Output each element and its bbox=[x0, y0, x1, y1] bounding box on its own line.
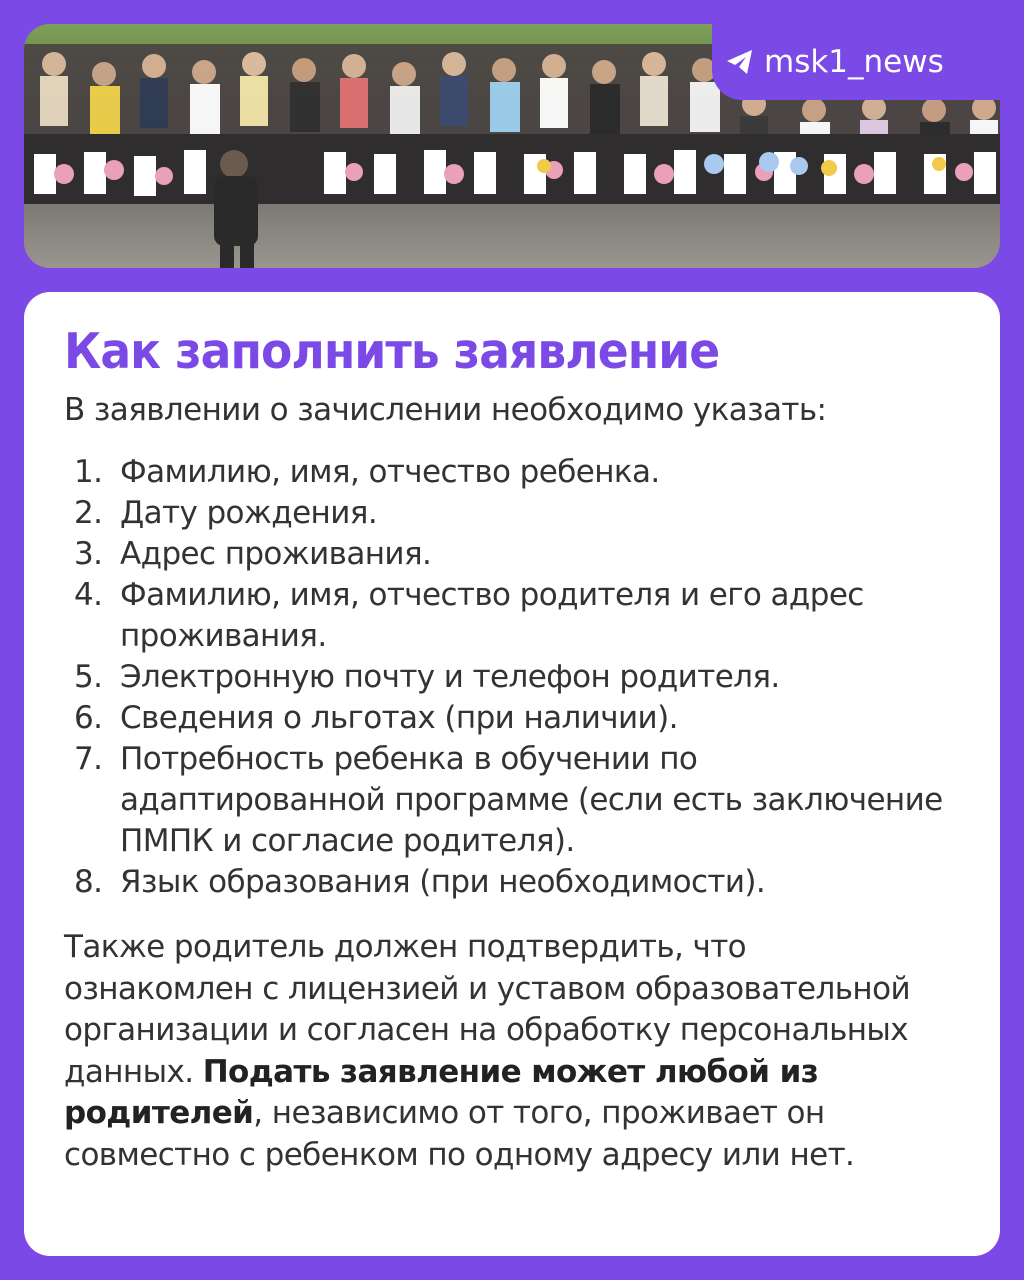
list-item-text: Дату рождения. bbox=[120, 495, 378, 531]
closing-paragraph bbox=[64, 927, 924, 1176]
content-card bbox=[24, 292, 1000, 1256]
closing-bold-text: Подать заявление может любой из родителей bbox=[64, 1053, 819, 1131]
intro-text: В заявлении о зачислении необходимо указать: bbox=[64, 392, 827, 428]
list-item bbox=[64, 862, 964, 903]
list-item-text: Язык образования (при необходимости). bbox=[120, 864, 766, 900]
list-item-number: 6. bbox=[74, 700, 103, 736]
list-item-number: 5. bbox=[74, 659, 103, 695]
closing-text-part1: Также родитель должен подтвердить, что ознакомлен с лицензией и уставом образовательной организации и согласен на обработку персональных данных. bbox=[64, 929, 910, 1090]
list-item bbox=[64, 493, 964, 534]
channel-name: msk1_news bbox=[764, 44, 944, 80]
list-item-text: Адрес проживания. bbox=[120, 536, 432, 572]
channel-badge[interactable] bbox=[712, 24, 1000, 100]
list-item bbox=[64, 534, 964, 575]
list-item bbox=[64, 698, 964, 739]
requirements-list bbox=[64, 452, 964, 903]
list-item-number: 7. bbox=[74, 741, 103, 777]
list-item-text: Электронную почту и телефон родителя. bbox=[120, 659, 780, 695]
list-item bbox=[64, 657, 964, 698]
list-item bbox=[64, 739, 964, 862]
list-item-text: Сведения о льготах (при наличии). bbox=[120, 700, 678, 736]
list-item-text: Фамилию, имя, отчество родителя и его адрес проживания. bbox=[120, 577, 864, 654]
closing-text-part2: , независимо от того, проживает он совместно с ребенком по одному адресу или нет. bbox=[64, 1095, 855, 1173]
list-item-number: 2. bbox=[74, 495, 103, 531]
list-item-text: Потребность ребенка в обучении по адаптированной программе (если есть заключение ПМПК и согласие родителя). bbox=[120, 741, 943, 859]
list-item-number: 3. bbox=[74, 536, 103, 572]
telegram-icon bbox=[726, 49, 754, 75]
list-item bbox=[64, 452, 964, 493]
list-item-text: Фамилию, имя, отчество ребенка. bbox=[120, 454, 660, 490]
list-item bbox=[64, 575, 964, 657]
list-item-number: 4. bbox=[74, 577, 103, 613]
list-item-number: 1. bbox=[74, 454, 103, 490]
page-title: Как заполнить заявление bbox=[64, 323, 720, 380]
list-item-number: 8. bbox=[74, 864, 103, 900]
